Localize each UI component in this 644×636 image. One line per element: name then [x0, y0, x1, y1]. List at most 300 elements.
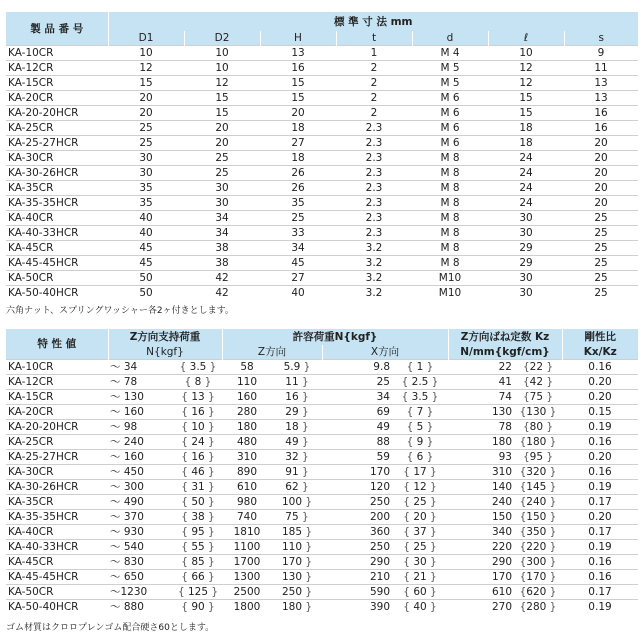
product-number-cell: KA-40-33HCR [6, 226, 108, 241]
dimension-cell: 42 [184, 271, 260, 286]
x-allow-kgf: 3.5 [411, 391, 429, 403]
table-row [6, 480, 638, 495]
brace-close: } [298, 391, 309, 403]
spring-constant-kgf: 22 [529, 361, 544, 373]
brace-open: { [181, 481, 192, 493]
x-allow-kgf: 30 [413, 556, 427, 568]
dimension-cell: M 5 [412, 76, 488, 91]
brace-close: } [428, 376, 439, 388]
x-allow-n: 25 [376, 376, 390, 388]
table-row [6, 495, 638, 510]
brace-close: } [298, 451, 309, 463]
brace-open: { [519, 601, 527, 613]
brace-close: } [302, 601, 313, 613]
dimension-cell: 45 [108, 256, 184, 271]
dimension-cell: M 8 [412, 196, 488, 211]
table-row [6, 121, 638, 136]
brace-open: { [519, 541, 527, 553]
brace-close: } [204, 511, 215, 523]
dimension-cell: 20 [108, 91, 184, 106]
dimension-cell: 30 [488, 271, 564, 286]
brace-close: } [543, 391, 554, 403]
dimension-cell: 2.3 [336, 196, 412, 211]
stiffness-ratio-cell: 0.19 [588, 541, 612, 553]
table-row [6, 465, 638, 480]
brace-close: } [298, 511, 309, 523]
dimension-cell: 42 [184, 286, 260, 301]
dimension-cell: 30 [488, 211, 564, 226]
z-allow-kgf: 185 [281, 526, 302, 538]
dimension-cell: 38 [184, 241, 260, 256]
brace-close: } [546, 571, 557, 583]
table-row [6, 91, 638, 106]
stiffness-ratio-header: 剛性比 [562, 329, 638, 345]
brace-open: { [403, 601, 414, 613]
z-support-load-n: ～ 490 [110, 496, 144, 508]
z-allow-kgf: 49 [285, 436, 299, 448]
spring-constant-kgf: 280 [526, 601, 547, 613]
x-allow-kgf: 21 [413, 571, 427, 583]
z-support-load-unit: N{kgf} [108, 345, 222, 360]
dimension-cell: 10 [184, 46, 260, 61]
z-allow-n: 890 [236, 466, 258, 478]
z-support-load-kgf: 16 [191, 406, 205, 418]
stiffness-ratio-cell: 0.16 [588, 571, 612, 583]
dim-column-header: d [412, 31, 488, 46]
dimension-cell: 2.3 [336, 121, 412, 136]
product-number-cell: KA-40CR [6, 211, 108, 226]
product-number-cell: KA-45CR [6, 241, 108, 256]
z-allow-n: 280 [236, 406, 258, 418]
product-number-cell: KA-30CR [6, 151, 108, 166]
dimension-cell: M 8 [412, 151, 488, 166]
dimension-cell: 2.3 [336, 136, 412, 151]
z-support-load-n: ～ 650 [110, 571, 144, 583]
spring-constant-kgf: 180 [526, 436, 547, 448]
spring-constant-n: 220 [491, 541, 512, 553]
z-allow-n: 1800 [233, 601, 261, 613]
spring-constant-n: 170 [491, 571, 512, 583]
table-row [6, 540, 638, 555]
dimension-cell: 12 [488, 76, 564, 91]
spring-constant-kgf: 95 [529, 451, 544, 463]
table-row [6, 570, 638, 585]
dimension-cell: 25 [564, 211, 638, 226]
brace-close: } [426, 466, 437, 478]
brace-close: } [204, 481, 215, 493]
brace-open: { [403, 571, 414, 583]
dimension-cell: 24 [488, 151, 564, 166]
dimension-cell: 16 [260, 61, 336, 76]
dimension-cell: 15 [108, 76, 184, 91]
dim-column-header: D2 [184, 31, 260, 46]
spring-constant-kgf: 350 [526, 526, 547, 538]
brace-open: { [181, 541, 192, 553]
dimension-cell: 30 [108, 151, 184, 166]
z-allow-n: 480 [236, 436, 258, 448]
dimensions-table [6, 12, 638, 300]
table-row [6, 211, 638, 226]
product-number-cell: KA-40CR [8, 526, 54, 538]
table-row [6, 390, 638, 405]
brace-close: } [546, 586, 557, 598]
x-allow-n: 250 [369, 496, 390, 508]
brace-close: } [208, 586, 219, 598]
brace-open: { [406, 451, 417, 463]
z-allow-kgf: 180 [281, 601, 302, 613]
brace-open: { [181, 421, 192, 433]
z-support-load-kgf: 85 [191, 556, 205, 568]
dimension-cell: 20 [108, 106, 184, 121]
dim-column-header: D1 [108, 31, 184, 46]
dimension-cell: 30 [184, 181, 260, 196]
product-number-cell: KA-40-33HCR [8, 541, 79, 553]
dimension-cell: 25 [564, 286, 638, 301]
dimension-cell: 13 [564, 91, 638, 106]
brace-open: { [403, 496, 414, 508]
product-number-cell: KA-50CR [6, 271, 108, 286]
brace-open: { [181, 391, 192, 403]
dim-column-header: t [336, 31, 412, 46]
brace-open: { [181, 496, 192, 508]
brace-close: } [204, 526, 215, 538]
brace-open: { [181, 556, 192, 568]
product-number-cell: KA-35CR [6, 181, 108, 196]
product-number-cell: KA-10CR [6, 46, 108, 61]
brace-open: { [177, 586, 188, 598]
x-allow-kgf: 5 [416, 421, 424, 433]
dimension-cell: M 8 [412, 211, 488, 226]
spring-constant-n: 610 [491, 586, 512, 598]
dimension-cell: 25 [184, 166, 260, 181]
dimension-cell: 2 [336, 106, 412, 121]
product-number-cell: KA-35CR [8, 496, 54, 508]
spring-constant-n: 290 [491, 556, 512, 568]
brace-open: { [519, 496, 527, 508]
brace-open: { [403, 556, 414, 568]
product-number-cell: KA-30-26HCR [8, 481, 79, 493]
table-row [6, 61, 638, 76]
table-row [6, 226, 638, 241]
brace-close: } [204, 451, 215, 463]
product-number-cell: KA-15CR [6, 76, 108, 91]
dimension-cell: 2 [336, 76, 412, 91]
table-row [6, 555, 638, 570]
brace-close: } [543, 421, 554, 433]
dimension-cell: 25 [564, 256, 638, 271]
z-support-load-kgf: 8 [194, 376, 202, 388]
stiffness-ratio-cell: 0.20 [588, 451, 612, 463]
brace-open: { [181, 601, 192, 613]
brace-close: } [543, 451, 554, 463]
z-support-load-kgf: 90 [191, 601, 205, 613]
z-allow-kgf: 5.9 [283, 361, 301, 373]
spring-constant-kgf: 220 [526, 541, 547, 553]
dimension-cell: 35 [108, 196, 184, 211]
dimension-cell: M10 [412, 286, 488, 301]
brace-open: { [406, 406, 417, 418]
table-row [6, 600, 638, 615]
spring-constant-kgf: 130 [526, 406, 547, 418]
spring-constant-n: 340 [491, 526, 512, 538]
brace-close: } [302, 586, 313, 598]
brace-close: } [298, 466, 309, 478]
brace-close: } [426, 541, 437, 553]
brace-close: } [423, 436, 434, 448]
spring-constant-kgf: 620 [526, 586, 547, 598]
brace-close: } [300, 361, 311, 373]
dimension-cell: 27 [260, 136, 336, 151]
table-row [6, 360, 638, 375]
x-allow-n: 290 [369, 556, 390, 568]
dimension-cell: 40 [108, 211, 184, 226]
brace-open: { [522, 361, 530, 373]
brace-close: } [302, 526, 313, 538]
brace-open: { [519, 526, 527, 538]
brace-open: { [522, 376, 530, 388]
z-support-load-n: ～ 240 [110, 436, 144, 448]
dimension-cell: 3.2 [336, 271, 412, 286]
dimension-cell: 12 [108, 61, 184, 76]
brace-close: } [302, 496, 313, 508]
brace-close: } [426, 601, 437, 613]
characteristics-table [6, 329, 638, 614]
dimension-cell: 2 [336, 61, 412, 76]
stiffness-ratio-cell: 0.17 [588, 586, 612, 598]
dimension-cell: 25 [564, 241, 638, 256]
z-support-load-kgf: 125 [187, 586, 209, 598]
dimension-cell: M 8 [412, 181, 488, 196]
x-allow-n: 69 [376, 406, 390, 418]
z-support-load-n: ～ 370 [110, 511, 144, 523]
dimension-cell: 16 [564, 121, 638, 136]
brace-close: } [302, 556, 313, 568]
z-support-load-n: ～ 880 [110, 601, 144, 613]
brace-open: { [181, 406, 192, 418]
dimension-cell: 25 [564, 226, 638, 241]
brace-close: } [546, 496, 557, 508]
product-number-cell: KA-20-20HCR [8, 421, 79, 433]
dimension-cell: 18 [488, 136, 564, 151]
z-allow-kgf: 100 [281, 496, 302, 508]
z-allow-kgf: 62 [285, 481, 299, 493]
x-allow-kgf: 12 [413, 481, 427, 493]
spring-constant-kgf: 170 [526, 571, 547, 583]
brace-close: } [428, 391, 439, 403]
z-support-load-kgf: 10 [191, 421, 205, 433]
dimension-cell: 25 [184, 151, 260, 166]
spring-constant-kgf: 150 [526, 511, 547, 523]
z-allow-kgf: 170 [281, 556, 302, 568]
dimension-cell: 25 [564, 271, 638, 286]
stiffness-ratio-cell: 0.20 [588, 391, 612, 403]
dimension-cell: 12 [488, 61, 564, 76]
dim-column-header: ℓ [488, 31, 564, 46]
z-support-load-n: ～ 78 [110, 376, 138, 388]
dimension-cell: 45 [260, 256, 336, 271]
dimension-cell: 2.3 [336, 166, 412, 181]
dimension-cell: 20 [260, 106, 336, 121]
product-number-cell: KA-20CR [8, 406, 54, 418]
dimension-cell: 10 [488, 46, 564, 61]
dimension-cell: 16 [564, 106, 638, 121]
table-row [6, 450, 638, 465]
table-row [6, 46, 638, 61]
dimension-cell: 10 [184, 61, 260, 76]
table2-note: ゴム材質はクロロプレンゴム配合硬さ60とします。 [6, 623, 215, 633]
dimension-cell: 18 [260, 151, 336, 166]
brace-close: } [204, 556, 215, 568]
z-support-load-kgf: 13 [191, 391, 205, 403]
brace-close: } [426, 511, 437, 523]
dimension-cell: 20 [564, 151, 638, 166]
brace-open: { [403, 586, 414, 598]
brace-close: } [204, 541, 215, 553]
product-number-cell: KA-35-35HCR [6, 196, 108, 211]
z-support-load-kgf: 55 [191, 541, 205, 553]
brace-close: } [298, 421, 309, 433]
x-allow-n: 49 [376, 421, 390, 433]
x-allow-kgf: 37 [413, 526, 427, 538]
x-allow-kgf: 9 [416, 436, 424, 448]
brace-open: { [181, 466, 192, 478]
x-allow-n: 34 [376, 391, 390, 403]
table-row [6, 420, 638, 435]
z-allow-n: 160 [236, 391, 258, 403]
brace-close: } [426, 526, 437, 538]
x-direction-header: X方向 [322, 345, 448, 360]
dimension-cell: 3.2 [336, 241, 412, 256]
spring-constant-kgf: 300 [526, 556, 547, 568]
dimension-cell: 15 [184, 91, 260, 106]
brace-close: } [426, 571, 437, 583]
dimension-cell: 24 [488, 181, 564, 196]
dimension-cell: 2.3 [336, 226, 412, 241]
x-allow-n: 250 [369, 541, 390, 553]
spring-constant-n: 140 [491, 481, 512, 493]
spring-constant-n: 150 [491, 511, 512, 523]
dimension-cell: 12 [184, 76, 260, 91]
z-allow-n: 58 [240, 361, 254, 373]
x-allow-kgf: 2.5 [411, 376, 429, 388]
dimension-cell: 9 [564, 46, 638, 61]
dimension-cell: 45 [108, 241, 184, 256]
table-row [6, 106, 638, 121]
x-allow-kgf: 6 [416, 451, 424, 463]
dim-column-header: H [260, 31, 336, 46]
brace-close: } [546, 541, 557, 553]
brace-close: } [423, 451, 434, 463]
dimension-cell: 30 [488, 286, 564, 301]
brace-close: } [298, 481, 309, 493]
z-support-load-kgf: 66 [191, 571, 205, 583]
product-number-cell: KA-20CR [6, 91, 108, 106]
z-support-load-header: Z方向支持荷重 [108, 329, 222, 345]
dimension-cell: 29 [488, 241, 564, 256]
z-support-load-n: ～1230 [110, 586, 148, 598]
table-row [6, 76, 638, 91]
brace-open: { [179, 361, 190, 373]
stiffness-ratio-cell: 0.16 [588, 361, 612, 373]
z-support-load-n: ～ 34 [110, 361, 138, 373]
brace-open: { [519, 571, 527, 583]
x-allow-n: 590 [369, 586, 390, 598]
stiffness-ratio-unit: Kx/Kz [562, 345, 638, 360]
dimension-cell: M 8 [412, 256, 488, 271]
spring-constant-kgf: 80 [529, 421, 544, 433]
x-allow-kgf: 17 [413, 466, 427, 478]
product-number-cell: KA-15CR [8, 391, 54, 403]
dimension-cell: 25 [260, 211, 336, 226]
table-row [6, 286, 638, 301]
product-number-cell: KA-25CR [8, 436, 54, 448]
spring-constant-n: 130 [491, 406, 512, 418]
product-number-cell: KA-12CR [6, 61, 108, 76]
brace-close: } [426, 496, 437, 508]
brace-open: { [406, 361, 417, 373]
dimension-cell: 18 [260, 121, 336, 136]
brace-open: { [519, 481, 527, 493]
z-allow-kgf: 110 [281, 541, 302, 553]
dimension-cell: 15 [184, 106, 260, 121]
z-allow-kgf: 18 [285, 421, 299, 433]
dimension-cell: 1 [336, 46, 412, 61]
dimension-cell: 38 [184, 256, 260, 271]
brace-open: { [519, 436, 527, 448]
dimension-cell: M 8 [412, 166, 488, 181]
brace-open: { [401, 376, 412, 388]
z-support-load-kgf: 31 [191, 481, 205, 493]
brace-close: } [204, 571, 215, 583]
dimension-cell: 35 [108, 181, 184, 196]
z-support-load-n: ～ 160 [110, 406, 144, 418]
spring-constant-n: 74 [498, 391, 512, 403]
spring-constant-n: 180 [491, 436, 512, 448]
dimension-cell: 20 [184, 136, 260, 151]
dimension-cell: 20 [184, 121, 260, 136]
brace-open: { [181, 451, 192, 463]
x-allow-kgf: 1 [416, 361, 424, 373]
spring-constant-n: 78 [498, 421, 512, 433]
z-allow-kgf: 11 [285, 376, 299, 388]
dimension-cell: M 6 [412, 136, 488, 151]
dimension-cell: 24 [488, 196, 564, 211]
stiffness-ratio-cell: 0.17 [588, 526, 612, 538]
x-allow-n: 390 [369, 601, 390, 613]
brace-close: } [426, 586, 437, 598]
dimension-cell: 30 [108, 166, 184, 181]
brace-open: { [181, 436, 192, 448]
brace-open: { [522, 451, 530, 463]
table-row [6, 136, 638, 151]
stiffness-ratio-cell: 0.17 [588, 496, 612, 508]
brace-close: } [204, 406, 215, 418]
brace-close: } [201, 376, 212, 388]
dimension-cell: 34 [184, 226, 260, 241]
z-allow-n: 740 [236, 511, 258, 523]
product-number-cell: KA-45-45HCR [8, 571, 79, 583]
dimension-cell: M 4 [412, 46, 488, 61]
dimension-cell: 24 [488, 166, 564, 181]
brace-close: } [204, 601, 215, 613]
brace-close: } [298, 436, 309, 448]
brace-close: } [302, 541, 313, 553]
spring-constant-kgf: 320 [526, 466, 547, 478]
product-number-cell: KA-45-45HCR [6, 256, 108, 271]
z-support-load-n: ～ 930 [110, 526, 144, 538]
dimension-cell: 40 [260, 286, 336, 301]
dimension-cell: M 6 [412, 106, 488, 121]
